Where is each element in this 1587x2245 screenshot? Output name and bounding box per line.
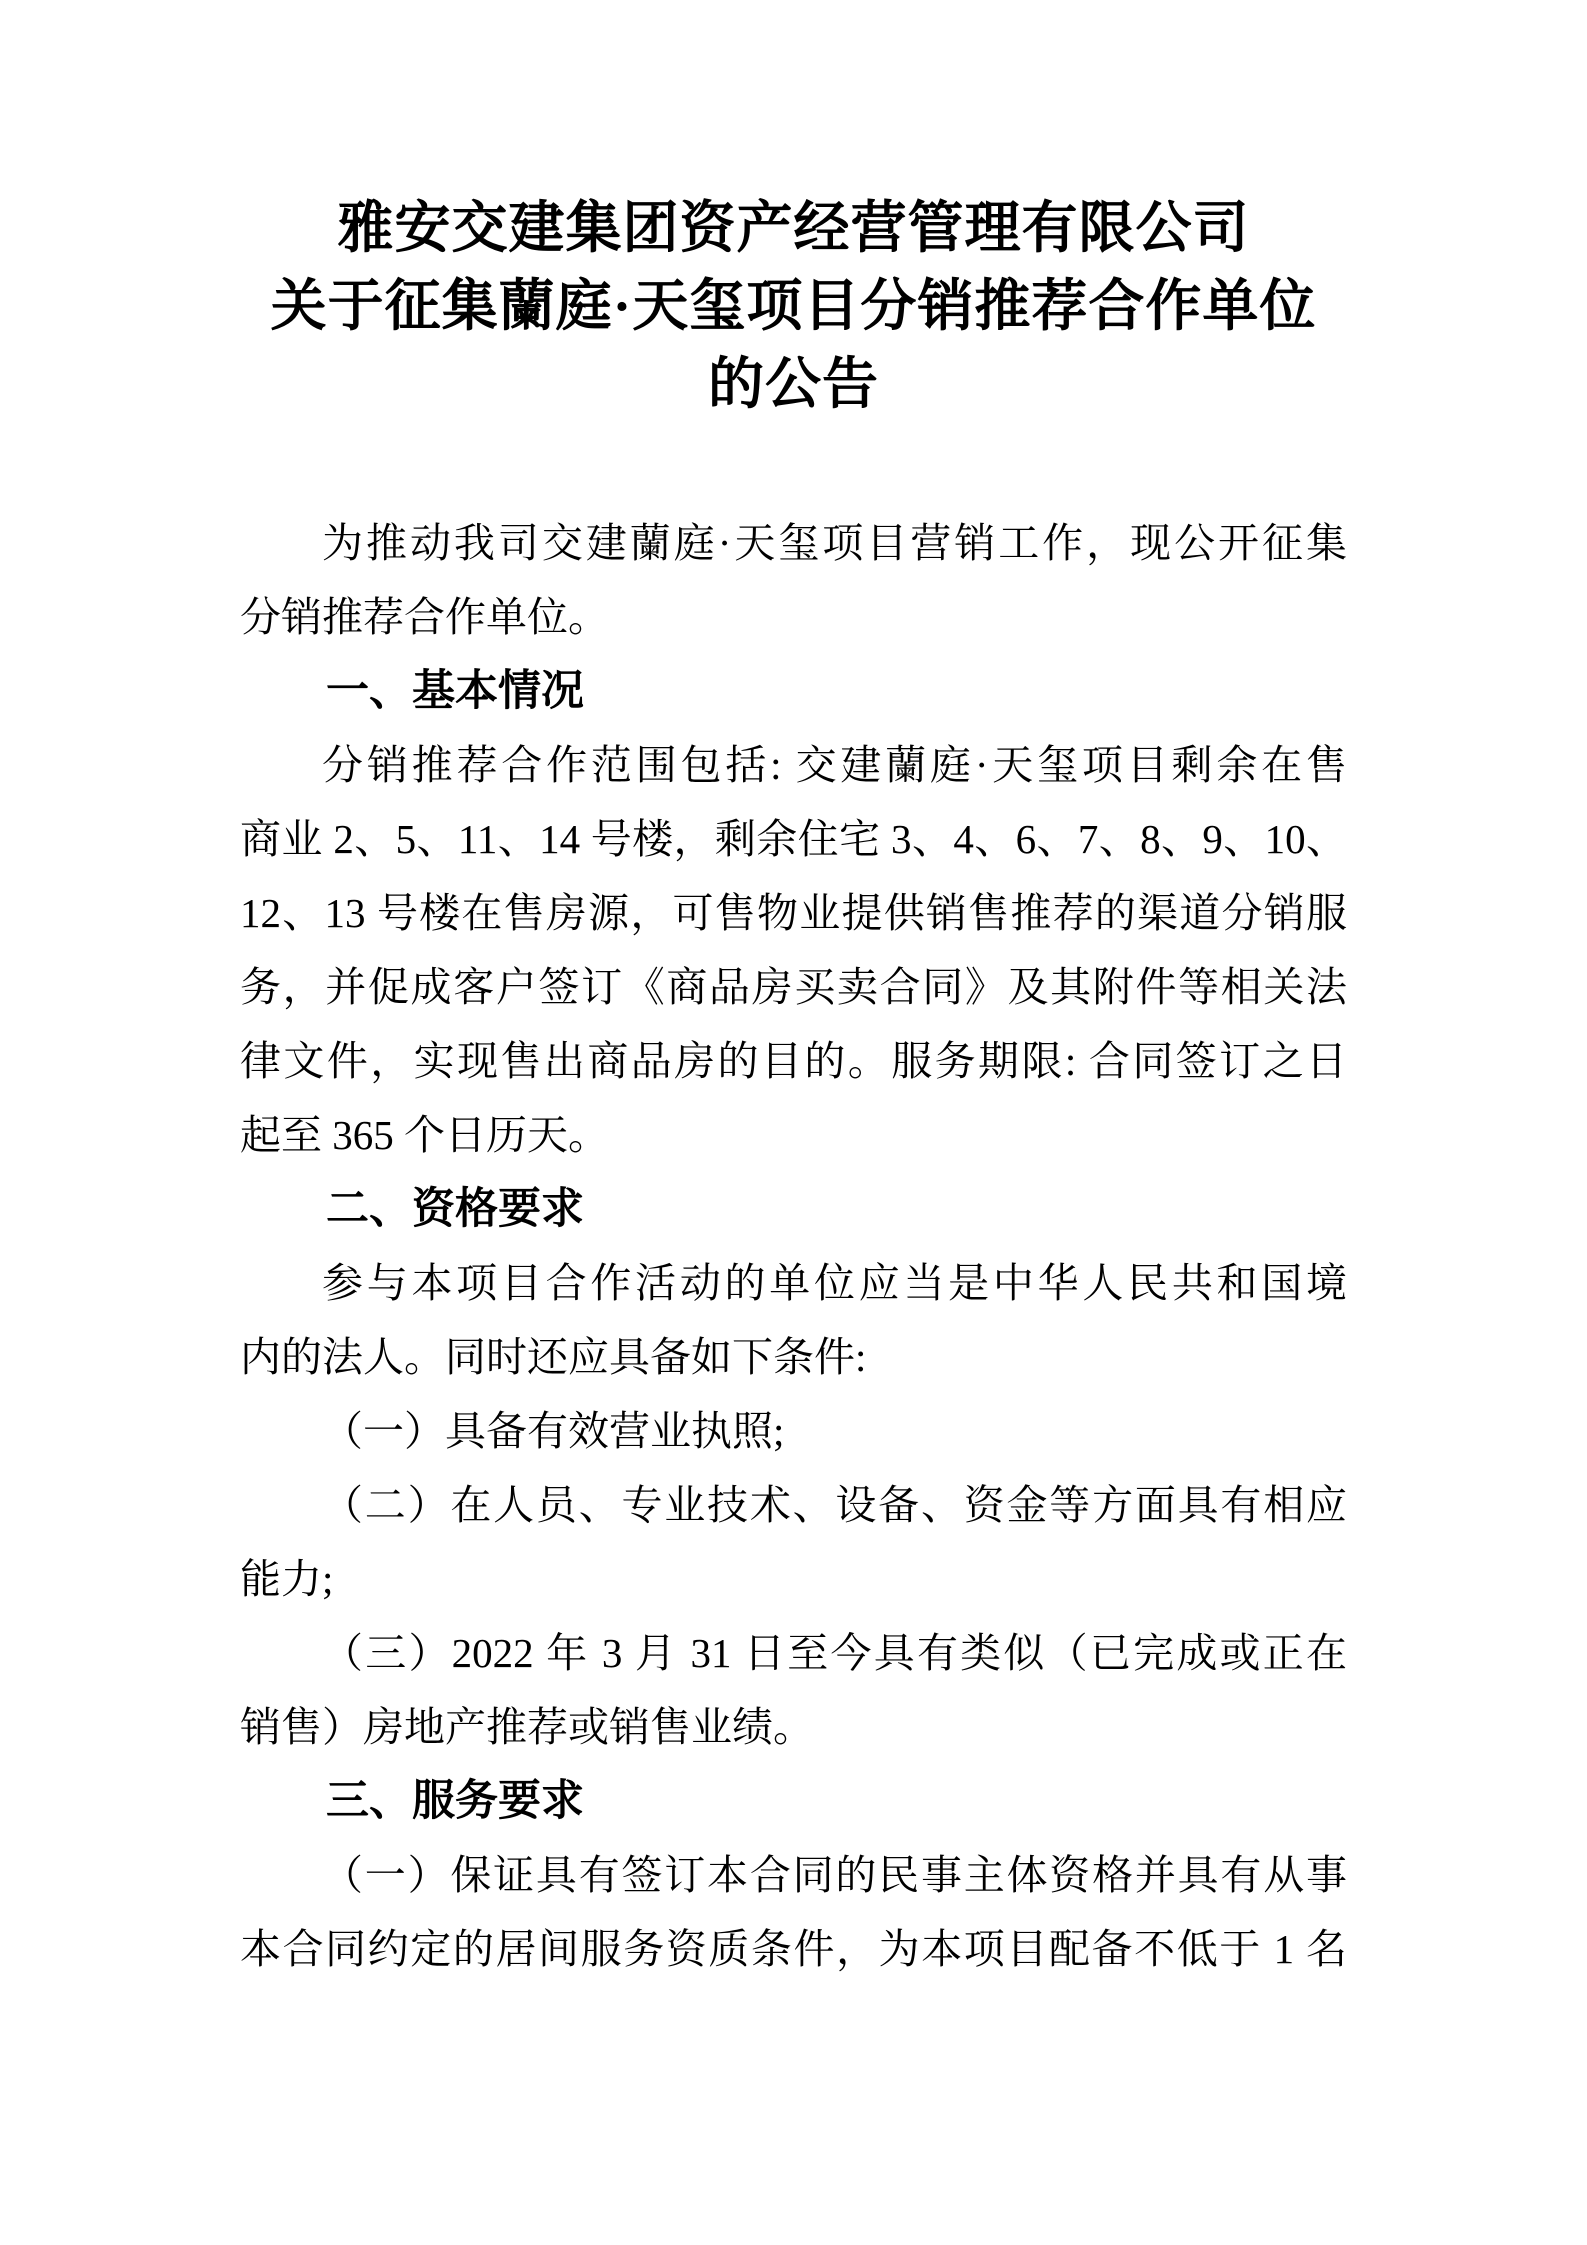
paragraph	[240, 1616, 1347, 1764]
paragraph	[240, 1838, 1347, 1986]
section-heading: 三、服务要求	[326, 1777, 584, 1825]
document-line: 内的法人。同时还应具备如下条件:	[240, 1334, 867, 1380]
document-line: （一）保证具有签订本合同的民事主体资格并具有从事	[322, 1852, 1347, 1898]
document-title	[240, 190, 1347, 424]
document-line: 参与本项目合作活动的单位应当是中华人民共和国境	[322, 1260, 1347, 1306]
document-line: 12、13 号楼在售房源，可售物业提供销售推荐的渠道分销服	[240, 890, 1347, 936]
document-line: 起至 365 个日历天。	[240, 1112, 609, 1158]
paragraph	[240, 506, 1347, 654]
document-title-line: 的公告	[708, 354, 879, 416]
document-line: 分销推荐合作范围包括: 交建蘭庭·天玺项目剩余在售	[322, 742, 1347, 788]
document-line: 分销推荐合作单位。	[240, 594, 609, 640]
paragraph	[240, 1246, 1347, 1394]
document-line: 商业 2、5、11、14 号楼，剩余住宅 3、4、6、7、8、9、10、	[240, 816, 1347, 862]
document-title-line: 雅安交建集团资产经营管理有限公司	[337, 198, 1250, 260]
document-line: 本合同约定的居间服务资质条件，为本项目配备不低于 1 名	[240, 1926, 1347, 1972]
document-line: 律文件，实现售出商品房的目的。服务期限: 合同签订之日	[240, 1038, 1347, 1084]
document-body	[240, 506, 1347, 1986]
paragraph	[240, 1468, 1347, 1616]
section-heading: 二、资格要求	[326, 1185, 584, 1233]
document-line: 能力;	[240, 1556, 334, 1602]
section-heading: 一、基本情况	[326, 667, 584, 715]
document-title-line: 关于征集蘭庭·天玺项目分销推荐合作单位	[270, 276, 1317, 338]
document-line: （一）具备有效营业执照;	[322, 1408, 785, 1454]
document-line: 为推动我司交建蘭庭·天玺项目营销工作，现公开征集	[322, 520, 1347, 566]
document-line: （三）2022 年 3 月 31 日至今具有类似（已完成或正在	[322, 1630, 1347, 1676]
paragraph	[240, 728, 1347, 1172]
document-line: 销售）房地产推荐或销售业绩。	[240, 1704, 814, 1750]
paragraph	[240, 1394, 1347, 1468]
document-line: （二）在人员、专业技术、设备、资金等方面具有相应	[322, 1482, 1347, 1528]
document-line: 务，并促成客户签订《商品房买卖合同》及其附件等相关法	[240, 964, 1347, 1010]
